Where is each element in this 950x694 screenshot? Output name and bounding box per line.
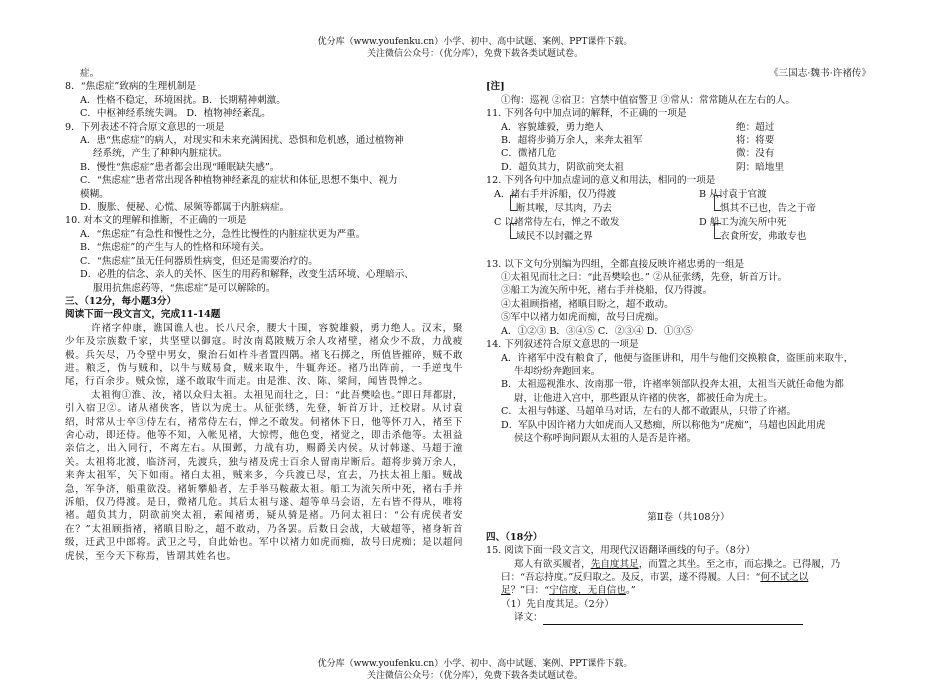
option-line: ⑤军中以褚力如虎而痴，故号曰虎痴。 [501, 312, 665, 324]
underlined-sentence: 先自度其足 [590, 558, 639, 570]
option-line: D．腹胀、便秘、心慌、尿频等都属于内脏病症。 [80, 202, 290, 214]
option-line: B．“焦虑症”的产生与人的性格和环境有关。 [80, 242, 270, 254]
question-8: 8．“焦虑症”致病的生理机制是 [65, 81, 197, 93]
footer-line-2: 关注微信公众号：（优分库），免费下载各类试题试卷。 [366, 671, 583, 681]
text-span: ，而置之其坐。至之市，而忘操之。已得履，乃 [638, 558, 841, 570]
q15-passage-line [486, 571, 891, 584]
section-3-title: 三、（12分，每小题3分） [65, 295, 177, 307]
question-11: 11. 下列各句中加点词的解释，不正确的一项是 [486, 108, 687, 120]
option-row [486, 147, 891, 160]
option-line: A．许褚军中没有粮食了，他便与盗匪讲和，用牛与他们交换粮食，盗匪前来取牛， [501, 352, 854, 364]
option-line: 尉，让他进入宫中，那些跟从许褚的侠客，都被任命为虎士。 [514, 392, 774, 404]
passage-paragraph-2: 太祖徇①淮、汝，褚以众归太祖。太祖见而壮之，曰：“此吾樊哙也。”即日拜都尉，引入宿卫②。诸从褚侠客，皆以为虎士。从征张绣，先登，斩首万计，迁校尉。从讨袁绍，时常从士卒③侍左右，褚常侍左右，惮之不敢发。伺褚休下日，他等怀刀入，褚至下舍心动，即还侍。他等不知，入帐见褚，大惊愕，他色变，褚觉之，即击杀他等。太祖益亲信之，出入同行，不离左右。从围邺，力战有功，赐爵关内侯。从讨韩遂、马超于潼关。太祖将北渡，临济河，先渡兵，独与褚及虎士百余人留南岸断后。超将步骑万余人，来奔太祖军，矢下如雨。褚白太祖，贼来多，今兵渡已尽，宜去，乃扶太祖上船。贼战急，军争济，船重欲没。褚斩攀船者，左手举马鞍蔽太祖。船工为流矢所中死，褚右手并泝船，仅乃得渡。是日，微褚几危。其后太祖与遂、超等单马会语，左右皆不得从，唯将褚。超负其力，阴欲前突太祖，素闻褚勇，疑从骑是褚。乃问太祖曰：“公有虎侯者安在？”太祖顾指褚，褚瞋目盼之，超不敢动，乃各罢。后数日会战，大破超等，褚身斩首级，迁武卫中郎将。武卫之号，自此始也。军中以褚力如虎而痴，故号曰虎痴；是以超问虎侯，至今天下称焉，皆谓其姓名也。 [65, 389, 463, 562]
right-column [486, 67, 891, 625]
option-12d-1: D 船工为流矢所中死 [699, 216, 787, 228]
option-12a-1: A．褚右手并泝船，仅乃得渡 [494, 188, 617, 200]
option-line: ③船工为流矢所中死，褚右手并桡船，仅乃得渡。 [501, 285, 713, 297]
text-span: 郑人有欲买履者， [514, 558, 591, 570]
option-12d-2: 衣食所安，弗敢专也 [720, 230, 807, 242]
question-14: 14. 下列叙述符合原文意思的一项是 [486, 339, 639, 351]
note-text: ①徇：巡视 ②宿卫：宫禁中值宿警卫 ③常从：常常随从在左右的人。 [501, 94, 795, 106]
option-line: D．必胜的信念、亲人的关怀、医生的用药和解释，改变生活环境、心理暗示、 [80, 269, 414, 281]
option-meaning: 微：没有 [736, 148, 775, 160]
q15-passage-line [486, 584, 891, 597]
note-title: [注] [486, 81, 505, 93]
question-13: 13. 以下文句分别编为四组，全都直接反映许褚忠勇的一组是 [486, 258, 745, 270]
answer-blank[interactable] [543, 614, 803, 625]
section-3-instruction: 阅读下面一段文言文，完成11-14题 [65, 309, 221, 321]
option-12b-1: B 从讨袁于官渡 [699, 188, 767, 200]
option-row [486, 121, 891, 134]
option-row [486, 161, 891, 174]
passage-source: 《三国志·魏书·许褚传》 [768, 68, 871, 79]
option-12b-2: 惧其不已也，告之于帝 [720, 202, 816, 214]
option-line: A．①②③ B．③④⑤ C．②③④ D．①③⑤ [501, 325, 693, 337]
option-meaning: 将：将要 [736, 135, 775, 147]
text-line: 症。 [80, 68, 100, 79]
option-meaning: 阴：暗地里 [736, 161, 784, 173]
option-line: 牛却纷纷奔跑回来。 [514, 365, 601, 377]
q15-subquestion-1: （1）先自度其足。（2分） [501, 598, 614, 610]
text-span: 曰：“吾忘持度。”反归取之。及反，市罢，遂不得履。人曰：“ [501, 571, 761, 583]
option-12c-2: 域民不以封疆之界 [516, 230, 593, 242]
text-span: ？”曰：“ [510, 585, 550, 597]
option-line: ①太祖见而壮之曰：“此吾樊哙也。” ②从征张绣，先登，斩首万计。 [501, 272, 788, 284]
underlined-sentence: 宁信度，无自信也 [549, 585, 626, 597]
option-line: C．“焦虑症”患者常出现各种植物神经紊乱的症状和体征,思想不集中、视力 [80, 175, 398, 187]
option-text: C．微褚几危 [501, 148, 557, 160]
option-line: C．“焦虑症”虽无任何器质性病变，但还是需要治疗的。 [80, 255, 318, 267]
option-text: A．容貌雄毅，勇力绝人 [501, 121, 604, 133]
page-footer [0, 658, 950, 682]
option-line: A．性格不稳定，环境困扰。B．长期精神刺激。 [80, 94, 286, 106]
left-column [65, 67, 463, 563]
option-text: B．超将步骑万余人，来奔太祖军 [501, 135, 643, 147]
underlined-sentence: 何不试之以 [760, 571, 809, 583]
option-12a-2: 断其喉，尽其肉，乃去 [516, 202, 612, 214]
translation-line [486, 611, 891, 624]
question-10: 10. 对本文的理解和推断，不正确的一项是 [65, 215, 247, 227]
text-span: 。” [625, 585, 636, 597]
option-line: ④太祖顾指褚，褚瞋目盼之，超不敢动。 [501, 298, 674, 310]
header-line-1: 优分库（www.youfenku.cn）小学、初中、高中试题、案例、PPT课件下载。 [317, 37, 633, 47]
option-line: B．太祖巡视淮水、汝南那一带，许褚率领部队投奔太祖，太祖当天就任命他为都 [501, 379, 844, 391]
footer-line-1: 优分库（www.youfenku.cn）小学、初中、高中试题、案例、PPT课件下载。 [317, 659, 633, 669]
option-line: B．慢性“焦虑症”患者都会出现“睡眠缺失感”。 [80, 161, 280, 173]
option-line: D．军队中因许褚力大如虎而人又愁痴，所以称他为“虎痴”，马超也因此用虎 [501, 419, 826, 431]
translation-label: 译文： [514, 612, 543, 624]
question-15: 15. 阅读下面一段文言文，用现代汉语翻译画线的句子。（8分） [486, 545, 756, 557]
underlined-sentence: 足 [501, 585, 511, 597]
option-line: 服用抗焦虑药等，“焦虑症”是可以解除的。 [93, 282, 276, 294]
section-4-title: 四、（18分） [486, 531, 543, 543]
option-line: A．“焦虑症”有急性和慢性之分，急性比慢性的内脏症状更为严重。 [80, 228, 366, 240]
option-line: 经系统，产生了种种内脏症状。 [93, 148, 228, 160]
option-line: C．太祖与韩遂、马超单马对话，左右的人都不敢跟从，只带了许褚。 [501, 406, 797, 418]
passage-paragraph-1: 许褚字仲康，谯国谯人也。长八尺余，腰大十围，容貌雄毅，勇力绝人。汉末，聚少年及宗族数千家，共坚壁以御寇。时汝南葛陂贼万余人攻褚壁，褚众少不敌，力战疲极。兵矢尽，乃令壁中男女，聚治石如杵斗者置四隅。褚飞石掷之，所值皆摧碎，贼不敢进。粮乏，伪与贼和，以牛与贼易食，贼来取牛，牛辄奔还。褚乃出阵前，一手逆曳牛尾，行百余步。贼众惊，遂不敢取牛而走。由是淮、汝、陈、梁间，闻皆畏惮之。 [65, 322, 463, 388]
question-12-options [494, 188, 891, 258]
option-line: 侯这个称呼询问跟从太祖的人是否是许褚。 [514, 432, 697, 444]
option-line: 模糊。 [80, 188, 109, 200]
option-12c-1: C 以褚常侍左右，惮之不敢发 [494, 216, 620, 228]
option-line: A．患“焦虑症”的病人，对现实和未来充满困扰、恐惧和危机感，通过植物神 [80, 135, 404, 147]
volume-2-title: 第Ⅱ卷（共108分） [647, 512, 730, 524]
spacer [486, 445, 891, 511]
option-text: D．超负其力，阴欲前突太祖 [501, 161, 624, 173]
option-meaning: 绝：超过 [736, 121, 775, 133]
header-line-2: 关注微信公众号：（优分库），免费下载各类试题试卷。 [366, 49, 583, 59]
question-9: 9．下列表述不符合原文意思的一项是 [65, 121, 225, 133]
page-header [0, 36, 950, 60]
option-line: C．中枢神经系统失调。 D．植物神经紊乱。 [80, 108, 271, 120]
question-12: 12. 下列各句中加点虚词的意义和用法，相同的一项是 [486, 175, 716, 187]
option-row [486, 134, 891, 147]
q15-passage-line [486, 558, 891, 571]
